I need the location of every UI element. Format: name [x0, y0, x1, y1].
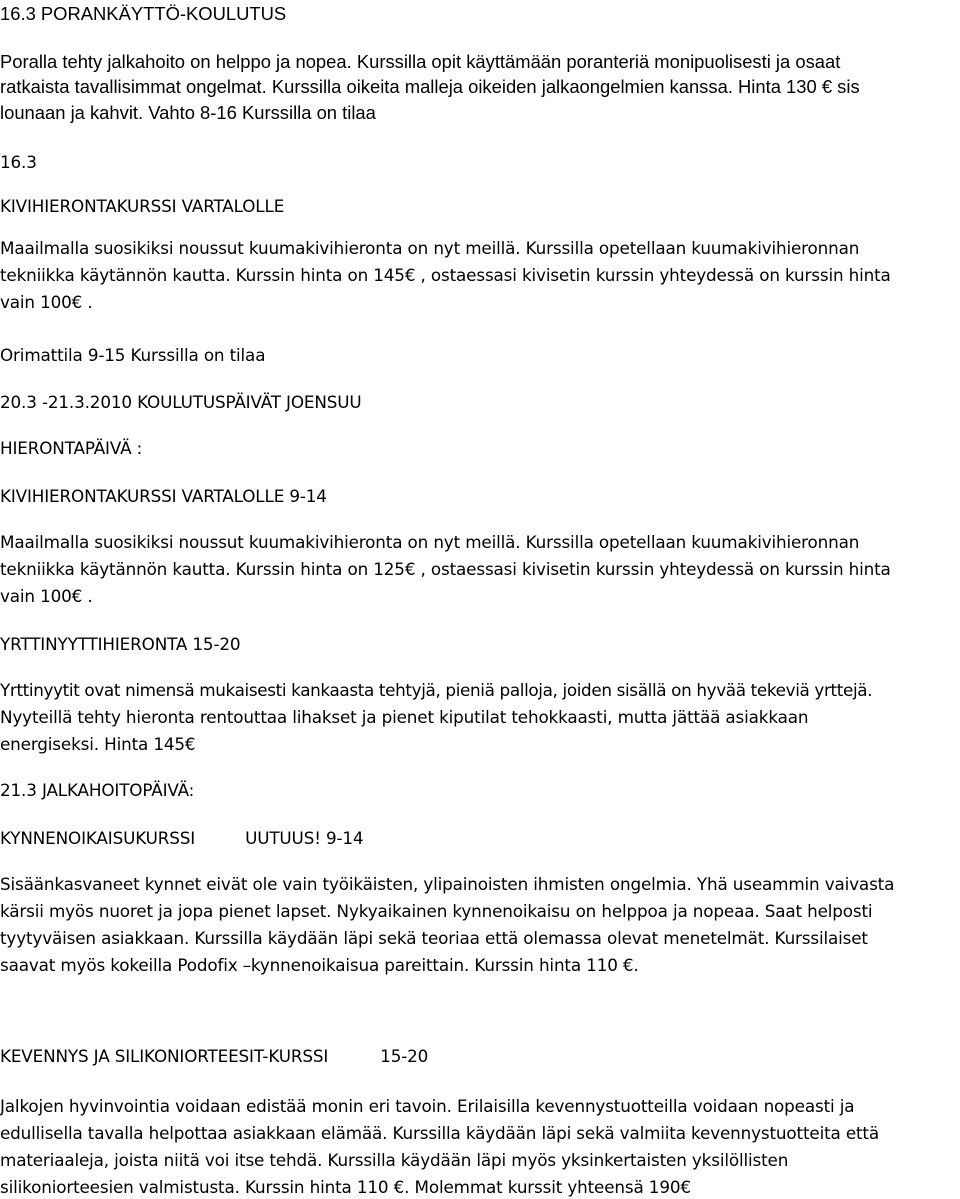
- course-heading-kevennys: [0, 1044, 428, 1068]
- new-badge-text: UUTUUS! 9-14: [245, 828, 364, 848]
- section-heading: KIVIHIERONTAKURSSI VARTALOLLE: [0, 196, 285, 216]
- course-heading: KIVIHIERONTAKURSSI VARTALOLLE 9-14: [0, 486, 327, 506]
- section-heading: HIERONTAPÄIVÄ :: [0, 438, 143, 458]
- heading-porankaytto: 16.3 PORANKÄYTTÖ-KOULUTUS: [0, 3, 287, 24]
- paragraph-line: vain 100€ .: [0, 586, 93, 606]
- event-heading: 20.3 -21.3.2010 KOULUTUSPÄIVÄT JOENSUU: [0, 392, 362, 412]
- location-line: Orimattila 9-15 Kurssilla on tilaa: [0, 345, 266, 365]
- course-heading: YRTTINYYTTIHIERONTA 15-20: [0, 634, 241, 654]
- paragraph-line: Jalkojen hyvinvointia voidaan edistää monin eri tavoin. Erilaisilla kevennystuotteilla voidaan nopeasti ja: [0, 1096, 855, 1116]
- paragraph-line: Yrttinyytit ovat nimensä mukaisesti kankaasta tehtyjä, pieniä palloja, joiden sisällä on hyvää tekeviä yrttejä.: [0, 680, 873, 700]
- course-title: KEVENNYS JA SILIKONIORTEESIT-KURSSI: [0, 1046, 329, 1066]
- paragraph-line: kärsii myös nuoret ja jopa pienet lapset. Nykyaikainen kynnenoikaisu on helppoa ja nopeaa. Saat helposti: [0, 901, 873, 921]
- paragraph-line: silikoniorteesien valmistusta. Kurssin hinta 110 €. Molemmat kurssit yhteensä 190€: [0, 1177, 691, 1197]
- paragraph-line: Maailmalla suosikiksi noussut kuumakivihieronta on nyt meillä. Kurssilla opetellaan kuumakivihieronnan: [0, 238, 860, 258]
- paragraph-line: lounaan ja kahvit. Vahto 8-16 Kurssilla on tilaa: [0, 102, 376, 123]
- paragraph-line: edullisella tavalla helpottaa asiakkaan elämää. Kurssilla käydään läpi sekä valmiita kevennystuotteita että: [0, 1123, 879, 1143]
- paragraph-line: saavat myös kokeilla Podofix –kynnenoikaisua pareittain. Kurssin hinta 110 €.: [0, 955, 639, 975]
- paragraph-line: ratkaista tavallisimmat ongelmat. Kurssilla oikeita malleja oikeiden jalkaongelmien kanssa. Hinta 130 € sis: [0, 76, 860, 97]
- paragraph-line: tekniikka käytännön kautta. Kurssin hinta on 145€ , ostaessasi kivisetin kurssin yhteydessä on kurssin hinta: [0, 265, 891, 285]
- paragraph-line: vain 100€ .: [0, 292, 93, 312]
- paragraph-line: tekniikka käytännön kautta. Kurssin hinta on 125€ , ostaessasi kivisetin kurssin yhteydessä on kurssin hinta: [0, 559, 891, 579]
- paragraph-line: Nyyteillä tehty hieronta rentouttaa lihakset ja pienet kiputilat tehokkaasti, mutta jättää asiakkaan: [0, 707, 809, 727]
- paragraph-line: tyytyväisen asiakkaan. Kurssilla käydään läpi sekä teoriaa että olemassa olevat menetelmät. Kurssilaiset: [0, 928, 868, 948]
- date-heading: 21.3 JALKAHOITOPÄIVÄ:: [0, 780, 195, 800]
- paragraph-line: Sisäänkasvaneet kynnet eivät ole vain työikäisten, ylipainoisten ihmisten ongelmia. Yhä useammin vaivasta: [0, 874, 895, 894]
- course-title: KYNNENOIKAISUKURSSI: [0, 828, 196, 848]
- paragraph-line: energiseksi. Hinta 145€: [0, 734, 196, 754]
- paragraph-line: Poralla tehty jalkahoito on helppo ja nopea. Kurssilla opit käyttämään poranteriä monipuolisesti ja osaat: [0, 51, 841, 72]
- course-heading-kynnenoikaisu: [0, 826, 363, 850]
- date-heading: 16.3: [0, 152, 37, 172]
- paragraph-line: Maailmalla suosikiksi noussut kuumakivihieronta on nyt meillä. Kurssilla opetellaan kuumakivihieronnan: [0, 532, 860, 552]
- paragraph-line: materiaaleja, joista niitä voi itse tehdä. Kurssilla käydään läpi myös yksinkertaisten yksilöllisten: [0, 1150, 789, 1170]
- course-time: 15-20: [380, 1046, 429, 1066]
